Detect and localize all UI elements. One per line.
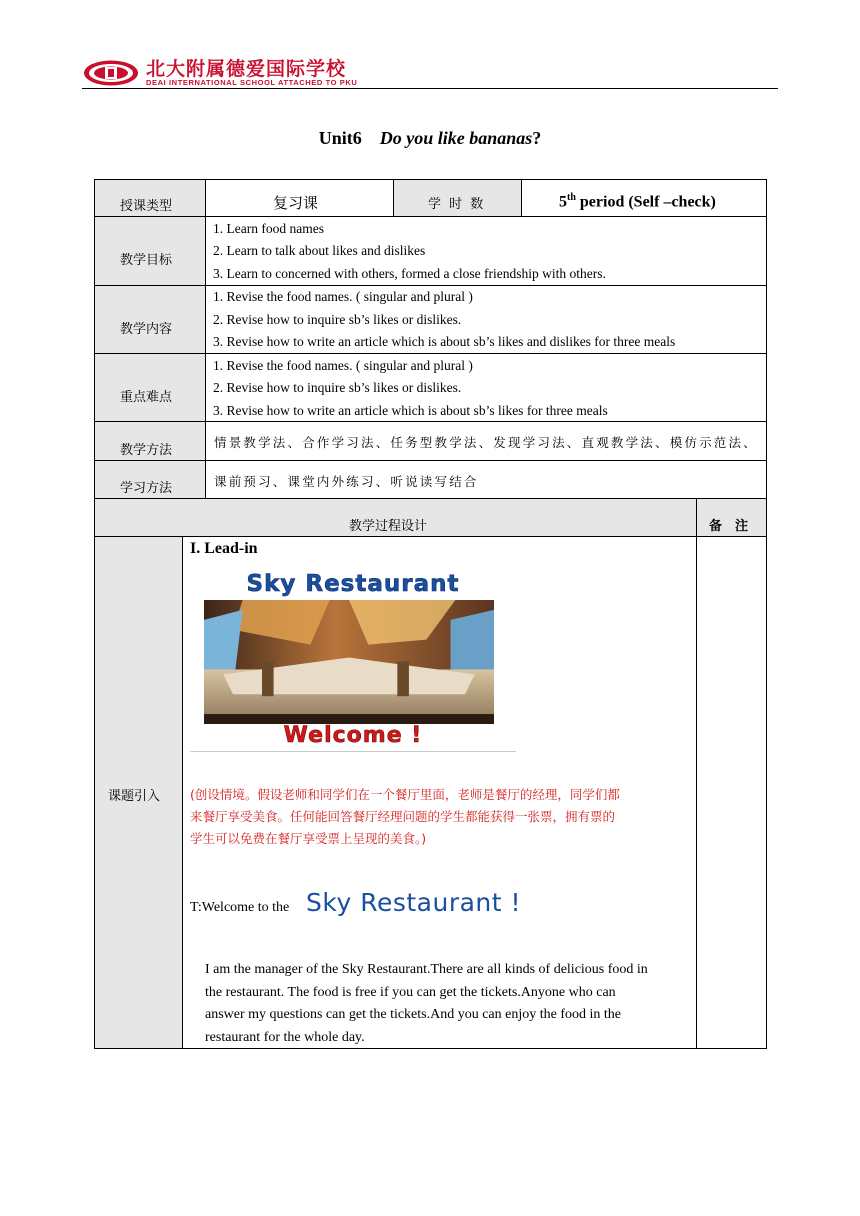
content-label: 教学内容 [120, 322, 173, 337]
content-item: 3. Revise how to write an article which is about sb’s likes and dislikes for three meals [213, 334, 676, 349]
header-divider [82, 88, 778, 89]
scenario-line: 来餐厅享受美食。任何能回答餐厅经理问题的学生都能获得一张票，拥有票的 [190, 809, 616, 824]
manager-text-line: restaurant for the whole day. [205, 1030, 365, 1045]
image-top-title: Sky Restaurant [246, 571, 460, 597]
process-design-label: 教学过程设计 [349, 519, 428, 534]
notes-label: 备 注 [709, 519, 749, 534]
period-value [559, 192, 716, 211]
school-seal-icon [82, 59, 140, 87]
restaurant-photo [204, 600, 494, 724]
lesson-type-value: 复习课 [273, 194, 319, 212]
key-points-label: 重点难点 [120, 390, 173, 405]
goals-item: 1. Learn food names [213, 221, 324, 236]
scenario-line: 学生可以免费在餐厅享受票上呈现的美食。) [190, 831, 427, 846]
process-header-bg [94, 498, 766, 536]
content-item: 1. Revise the food names. ( singular and plural ) [213, 289, 473, 304]
teaching-method-value: 情景教学法、合作学习法、任务型教学法、发现学习法、直观教学法、模仿示范法、 [214, 435, 758, 450]
manager-text-line: the restaurant. The food is free if you can get the tickets.Anyone who can [205, 985, 616, 1000]
key-point-item: 2. Revise how to inquire sb’s likes or dislikes. [213, 380, 462, 395]
image-divider [190, 751, 516, 752]
manager-text-line: answer my questions can get the tickets.And you can enjoy the food in the [205, 1007, 622, 1022]
intro-label: 课题引入 [108, 789, 161, 804]
lesson-type-label: 授课类型 [120, 199, 173, 214]
title-unit: Unit6 [318, 128, 362, 148]
lead-in-heading: I. Lead-in [190, 540, 258, 557]
goals-item: 2. Learn to talk about likes and dislikes [213, 243, 426, 258]
learning-method-value: 课前预习、课堂内外练习、听说读写结合 [214, 474, 479, 489]
title-question: Do you like bananas [379, 128, 533, 148]
teaching-method-label: 教学方法 [120, 443, 173, 458]
title-mark: ? [532, 128, 542, 148]
period-suffix: th [567, 192, 576, 203]
school-name-en: DEAI INTERNATIONAL SCHOOL ATTACHED TO PKU [146, 78, 358, 87]
period-text: period (Self –check) [575, 193, 716, 211]
class-hours-label: 学 时 数 [428, 197, 486, 212]
school-header [82, 58, 778, 90]
page-title [0, 128, 860, 149]
learning-method-label: 学习方法 [120, 481, 173, 496]
key-point-item: 1. Revise the food names. ( singular and plural ) [213, 358, 473, 373]
scenario-line: (创设情境。假设老师和同学们在一个餐厅里面，老师是餐厅的经理，同学们都 [190, 787, 620, 802]
manager-text-line: I am the manager of the Sky Restaurant.There are all kinds of delicious food in [205, 962, 648, 977]
goals-label: 教学目标 [120, 253, 173, 268]
restaurant-image [190, 567, 516, 751]
key-point-item: 3. Revise how to write an article which is about sb’s likes for three meals [213, 403, 608, 418]
welcome-sky-restaurant: Sky Restaurant ! [306, 888, 522, 917]
image-bottom-title: Welcome ! [283, 723, 423, 748]
welcome-prefix: T:Welcome to the [190, 900, 290, 915]
goals-item: 3. Learn to concerned with others, formed a close friendship with others. [213, 266, 606, 281]
school-name-cn: 北大附属德爱国际学校 [146, 58, 347, 80]
content-item: 2. Revise how to inquire sb’s likes or dislikes. [213, 312, 462, 327]
period-number: 5 [559, 193, 567, 211]
